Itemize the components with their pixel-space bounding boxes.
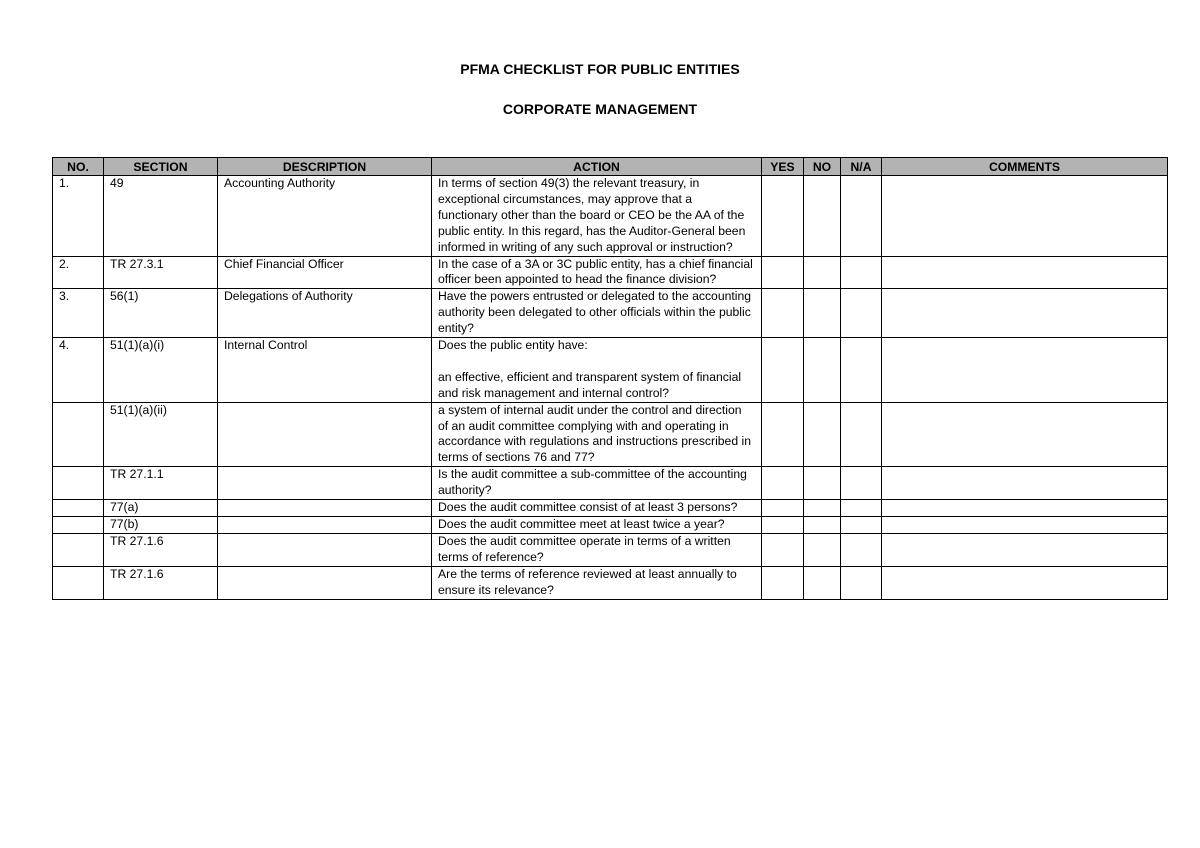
- row-number: [53, 500, 104, 517]
- yes-cell[interactable]: [762, 256, 804, 289]
- table-row: [53, 500, 1168, 517]
- na-cell[interactable]: [841, 338, 882, 403]
- row-section: 51(1)(a)(ii): [104, 402, 218, 467]
- row-number: [53, 533, 104, 566]
- comments-cell[interactable]: [882, 338, 1168, 403]
- row-description: Accounting Authority: [218, 176, 432, 257]
- na-cell[interactable]: [841, 566, 882, 599]
- row-action: In the case of a 3A or 3C public entity, has a chief financial officer been appointed to head the finance division?: [432, 256, 762, 289]
- row-description: [218, 402, 432, 467]
- comments-cell[interactable]: [882, 500, 1168, 517]
- no-cell[interactable]: [804, 176, 841, 257]
- row-number: 2.: [53, 256, 104, 289]
- comments-cell[interactable]: [882, 467, 1168, 500]
- row-description: [218, 517, 432, 534]
- row-action: Does the audit committee operate in terms of a written terms of reference?: [432, 533, 762, 566]
- no-cell[interactable]: [804, 467, 841, 500]
- na-cell[interactable]: [841, 402, 882, 467]
- table-row: [53, 338, 1168, 403]
- comments-cell[interactable]: [882, 566, 1168, 599]
- yes-cell[interactable]: [762, 176, 804, 257]
- row-action: Is the audit committee a sub-committee of the accounting authority?: [432, 467, 762, 500]
- row-action-intro: Does the public entity have:: [438, 338, 588, 353]
- row-action: Have the powers entrusted or delegated to the accounting authority been delegated to other officials within the public entity?: [432, 289, 762, 338]
- no-cell[interactable]: [804, 500, 841, 517]
- row-description: [218, 467, 432, 500]
- row-number: 3.: [53, 289, 104, 338]
- checklist-table: [52, 157, 1168, 600]
- table-row: [53, 533, 1168, 566]
- na-cell[interactable]: [841, 517, 882, 534]
- row-number: [53, 566, 104, 599]
- no-cell[interactable]: [804, 566, 841, 599]
- row-description: [218, 500, 432, 517]
- table-row: [53, 176, 1168, 257]
- no-cell[interactable]: [804, 402, 841, 467]
- yes-cell[interactable]: [762, 533, 804, 566]
- document-subtitle: CORPORATE MANAGEMENT: [502, 101, 698, 117]
- header-yes: YES: [762, 158, 804, 176]
- comments-cell[interactable]: [882, 402, 1168, 467]
- na-cell[interactable]: [841, 500, 882, 517]
- table-row: [53, 517, 1168, 534]
- no-cell[interactable]: [804, 256, 841, 289]
- yes-cell[interactable]: [762, 566, 804, 599]
- row-section: 51(1)(a)(i): [104, 338, 218, 403]
- row-description: [218, 566, 432, 599]
- row-section: 56(1): [104, 289, 218, 338]
- table-row: [53, 402, 1168, 467]
- header-na: N/A: [841, 158, 882, 176]
- na-cell[interactable]: [841, 289, 882, 338]
- comments-cell[interactable]: [882, 533, 1168, 566]
- row-section: 77(a): [104, 500, 218, 517]
- row-number: [53, 402, 104, 467]
- no-cell[interactable]: [804, 533, 841, 566]
- comments-cell[interactable]: [882, 517, 1168, 534]
- no-cell[interactable]: [804, 517, 841, 534]
- row-action: [432, 338, 762, 403]
- table-header-row: [53, 158, 1168, 176]
- row-number: 1.: [53, 176, 104, 257]
- yes-cell[interactable]: [762, 467, 804, 500]
- row-section: TR 27.1.6: [104, 533, 218, 566]
- yes-cell[interactable]: [762, 338, 804, 403]
- row-number: 4.: [53, 338, 104, 403]
- row-description: Internal Control: [218, 338, 432, 403]
- table-row: [53, 467, 1168, 500]
- yes-cell[interactable]: [762, 402, 804, 467]
- header-action: ACTION: [432, 158, 762, 176]
- row-section: 77(b): [104, 517, 218, 534]
- header-no-col: NO: [804, 158, 841, 176]
- table-row: [53, 566, 1168, 599]
- na-cell[interactable]: [841, 533, 882, 566]
- comments-cell[interactable]: [882, 176, 1168, 257]
- no-cell[interactable]: [804, 338, 841, 403]
- row-action-text: an effective, efficient and transparent system of financial and risk management and internal control?: [438, 369, 742, 400]
- table-row: [53, 289, 1168, 338]
- row-action: Does the audit committee consist of at least 3 persons?: [432, 500, 762, 517]
- no-cell[interactable]: [804, 289, 841, 338]
- na-cell[interactable]: [841, 176, 882, 257]
- header-comments: COMMENTS: [882, 158, 1168, 176]
- header-description: DESCRIPTION: [218, 158, 432, 176]
- comments-cell[interactable]: [882, 289, 1168, 338]
- row-section: TR 27.3.1: [104, 256, 218, 289]
- row-number: [53, 467, 104, 500]
- row-description: Delegations of Authority: [218, 289, 432, 338]
- header-section: SECTION: [104, 158, 218, 176]
- row-action: Does the audit committee meet at least twice a year?: [432, 517, 762, 534]
- row-section: 49: [104, 176, 218, 257]
- row-action: Are the terms of reference reviewed at least annually to ensure its relevance?: [432, 566, 762, 599]
- row-description: Chief Financial Officer: [218, 256, 432, 289]
- na-cell[interactable]: [841, 467, 882, 500]
- table-row: [53, 256, 1168, 289]
- row-action: In terms of section 49(3) the relevant treasury, in exceptional circumstances, may approve that a functionary other than the board or CEO be the AA of the public entity. In this regard, has the Auditor-General been informed in writing of any such approval or instruction?: [432, 176, 762, 257]
- row-action: a system of internal audit under the control and direction of an audit committee complying with and operating in accordance with regulations and instructions prescribed in terms of sections 76 and 77?: [432, 402, 762, 467]
- document-title: PFMA CHECKLIST FOR PUBLIC ENTITIES: [460, 61, 740, 77]
- yes-cell[interactable]: [762, 517, 804, 534]
- comments-cell[interactable]: [882, 256, 1168, 289]
- row-section: TR 27.1.1: [104, 467, 218, 500]
- yes-cell[interactable]: [762, 500, 804, 517]
- row-number: [53, 517, 104, 534]
- row-section: TR 27.1.6: [104, 566, 218, 599]
- na-cell[interactable]: [841, 256, 882, 289]
- row-description: [218, 533, 432, 566]
- header-no: NO.: [53, 158, 104, 176]
- yes-cell[interactable]: [762, 289, 804, 338]
